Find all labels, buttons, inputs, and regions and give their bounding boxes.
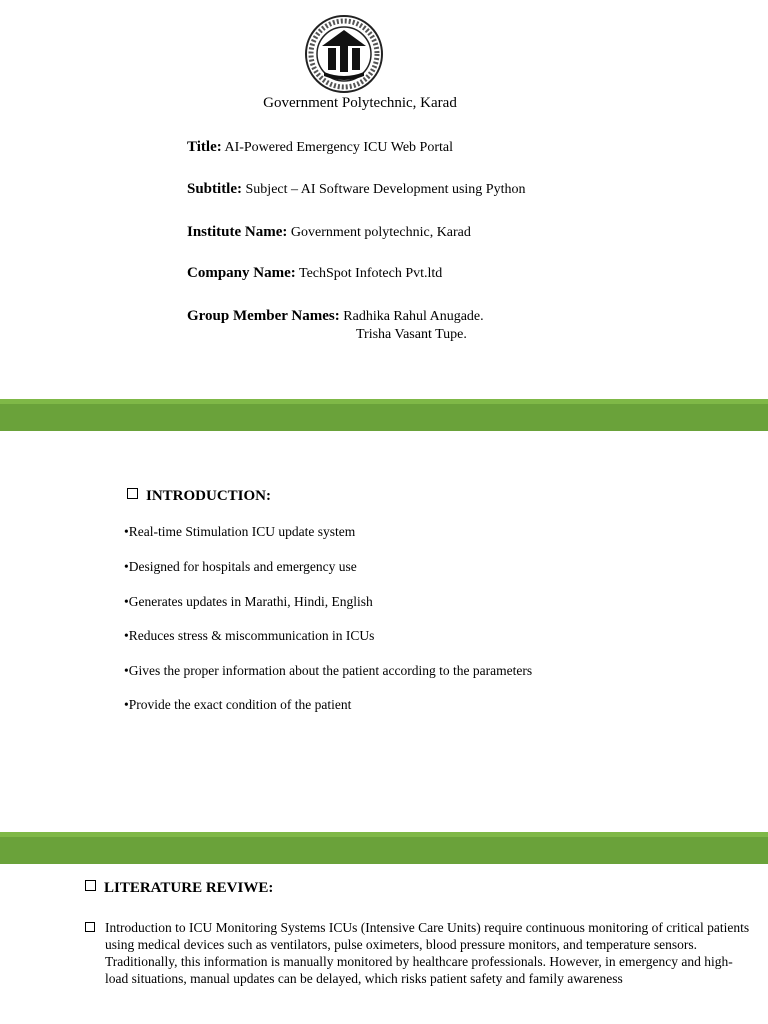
intro-bullet: •Generates updates in Marathi, Hindi, English	[124, 594, 373, 609]
section-divider-band	[0, 832, 768, 864]
literature-paragraph: Introduction to ICU Monitoring Systems ICUs (Intensive Care Units) require continuous monitoring of critical patients using medical devices such as ventilators, pulse oximeters, blood pressure monitors, and temperature sensors. Traditionally, this information is manually monitored by healthcare professionals. However, in emergency and high-load situations, manual updates can be delayed, which risks patient safety and family awareness	[105, 920, 750, 986]
company-value: TechSpot Infotech Pvt.ltd	[299, 266, 443, 281]
intro-bullet: •Gives the proper information about the patient according to the parameters	[124, 663, 533, 678]
title-field	[187, 139, 453, 156]
subtitle-field	[187, 181, 525, 198]
intro-bullet: •Reduces stress & miscommunication in ICUs	[124, 628, 375, 643]
member-name-1: Radhika Rahul Anugade.	[343, 309, 484, 324]
institute-label: Institute Name:	[187, 224, 288, 240]
title-value: AI-Powered Emergency ICU Web Portal	[224, 140, 453, 155]
subtitle-label: Subtitle:	[187, 181, 243, 197]
group-label: Group Member Names:	[187, 308, 340, 324]
intro-bullet: •Designed for hospitals and emergency use	[124, 559, 357, 574]
institute-field	[187, 224, 471, 241]
group-field	[187, 308, 484, 325]
checkbox-square-icon	[85, 922, 95, 932]
institute-logo	[304, 14, 384, 94]
checkbox-square-icon	[127, 488, 138, 499]
title-label: Title:	[187, 139, 222, 155]
institute-value: Government polytechnic, Karad	[290, 225, 471, 240]
section-divider-band	[0, 399, 768, 431]
company-label: Company Name:	[187, 265, 296, 281]
literature-paragraph-block	[85, 919, 755, 987]
introduction-heading: INTRODUCTION:	[127, 488, 271, 505]
member-name-2: Trisha Vasant Tupe.	[356, 327, 467, 342]
company-field	[187, 265, 442, 282]
intro-bullet: •Provide the exact condition of the patient	[124, 697, 352, 712]
checkbox-square-icon	[85, 880, 96, 891]
board-of-technical-education-seal-icon	[304, 14, 384, 94]
literature-heading: LITERATURE REVIWE:	[85, 880, 273, 897]
institute-heading: Government Polytechnic, Karad	[263, 95, 457, 111]
intro-bullet: •Real-time Stimulation ICU update system	[124, 524, 356, 539]
subtitle-value: Subject – AI Software Development using Python	[245, 182, 526, 197]
